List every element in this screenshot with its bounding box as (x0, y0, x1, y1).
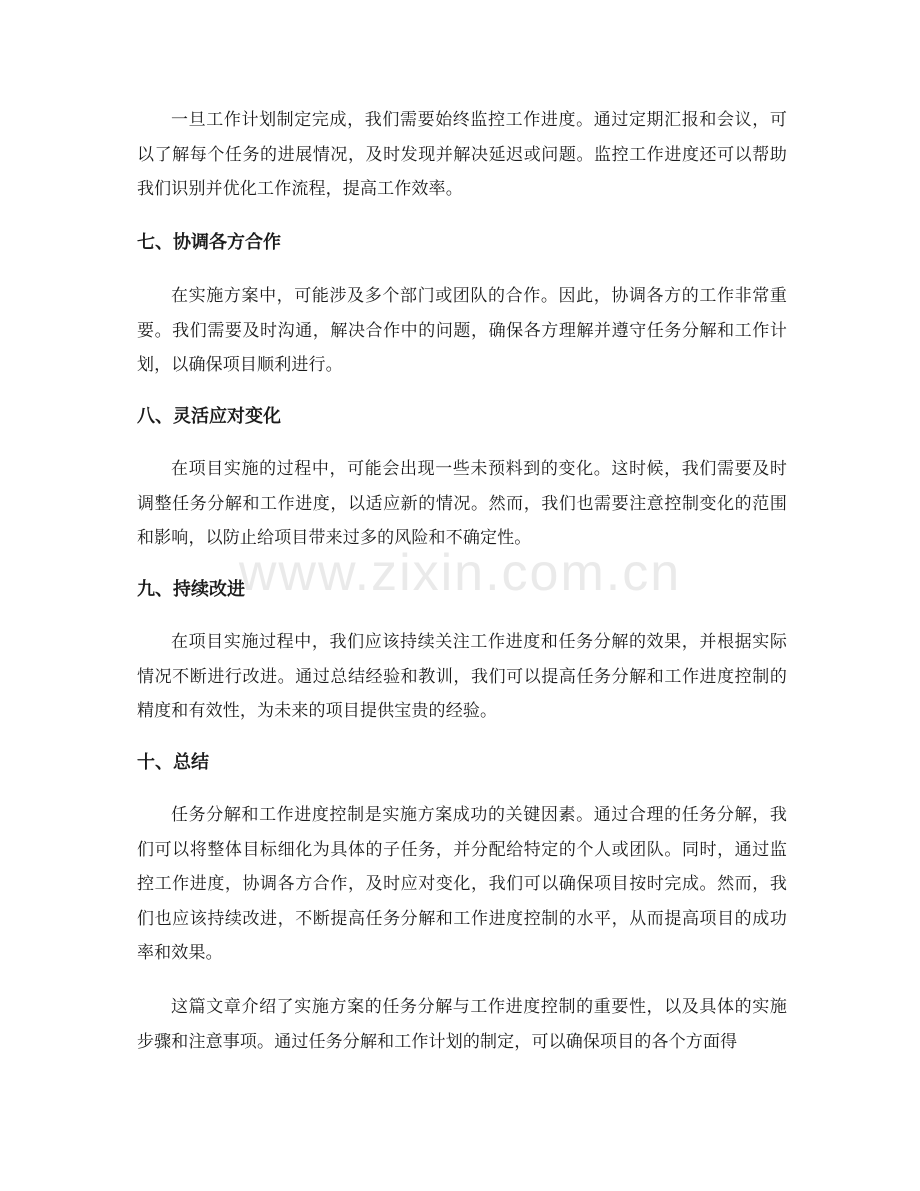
heading-section-10: 十、总结 (137, 752, 209, 773)
paragraph-section-9: 在项目实施过程中，我们应该持续关注工作进度和任务分解的效果，并根据实际情况不断进行改进。通过总结经验和教训，我们可以提高任务分解和工作进度控制的精度和有效性，为未来的项目提供宝贵的经验。 (137, 632, 787, 721)
paragraph-section-7: 在实施方案中，可能涉及多个部门或团队的合作。因此，协调各方的工作非常重要。我们需要及时沟通，解决合作中的问题，确保各方理解并遵守任务分解和工作计划，以确保项目顺利进行。 (137, 286, 787, 375)
paragraph-section-10: 任务分解和工作进度控制是实施方案成功的关键因素。通过合理的任务分解，我们可以将整体目标细化为具体的子任务，并分配给特定的个人或团队。同时，通过监控工作进度，协调各方合作，及时应对变化，我们可以确保项目按时完成。然而，我们也应该持续改进，不断提高任务分解和工作进度控制的水平，从而提高项目的成功率和效果。 (137, 805, 787, 963)
watermark: www.zixin.com.cn (238, 544, 682, 602)
paragraph-article-summary: 这篇文章介绍了实施方案的任务分解与工作进度控制的重要性，以及具体的实施步骤和注意事项。通过任务分解和工作计划的制定，可以确保项目的各个方面得 (137, 997, 787, 1052)
heading-section-8: 八、灵活应对变化 (137, 406, 281, 427)
heading-section-9: 九、持续改进 (137, 579, 245, 600)
paragraph-monitor-progress: 一旦工作计划制定完成，我们需要始终监控工作进度。通过定期汇报和会议，可以了解每个任务的进展情况，及时发现并解决延迟或问题。监控工作进度还可以帮助我们识别并优化工作流程，提高工作效率。 (137, 110, 787, 199)
paragraph-section-8: 在项目实施的过程中，可能会出现一些未预料到的变化。这时候，我们需要及时调整任务分解和工作进度，以适应新的情况。然而，我们也需要注意控制变化的范围和影响，以防止给项目带来过多的风险和不确定性。 (137, 459, 787, 548)
heading-section-7: 七、协调各方合作 (137, 232, 281, 253)
